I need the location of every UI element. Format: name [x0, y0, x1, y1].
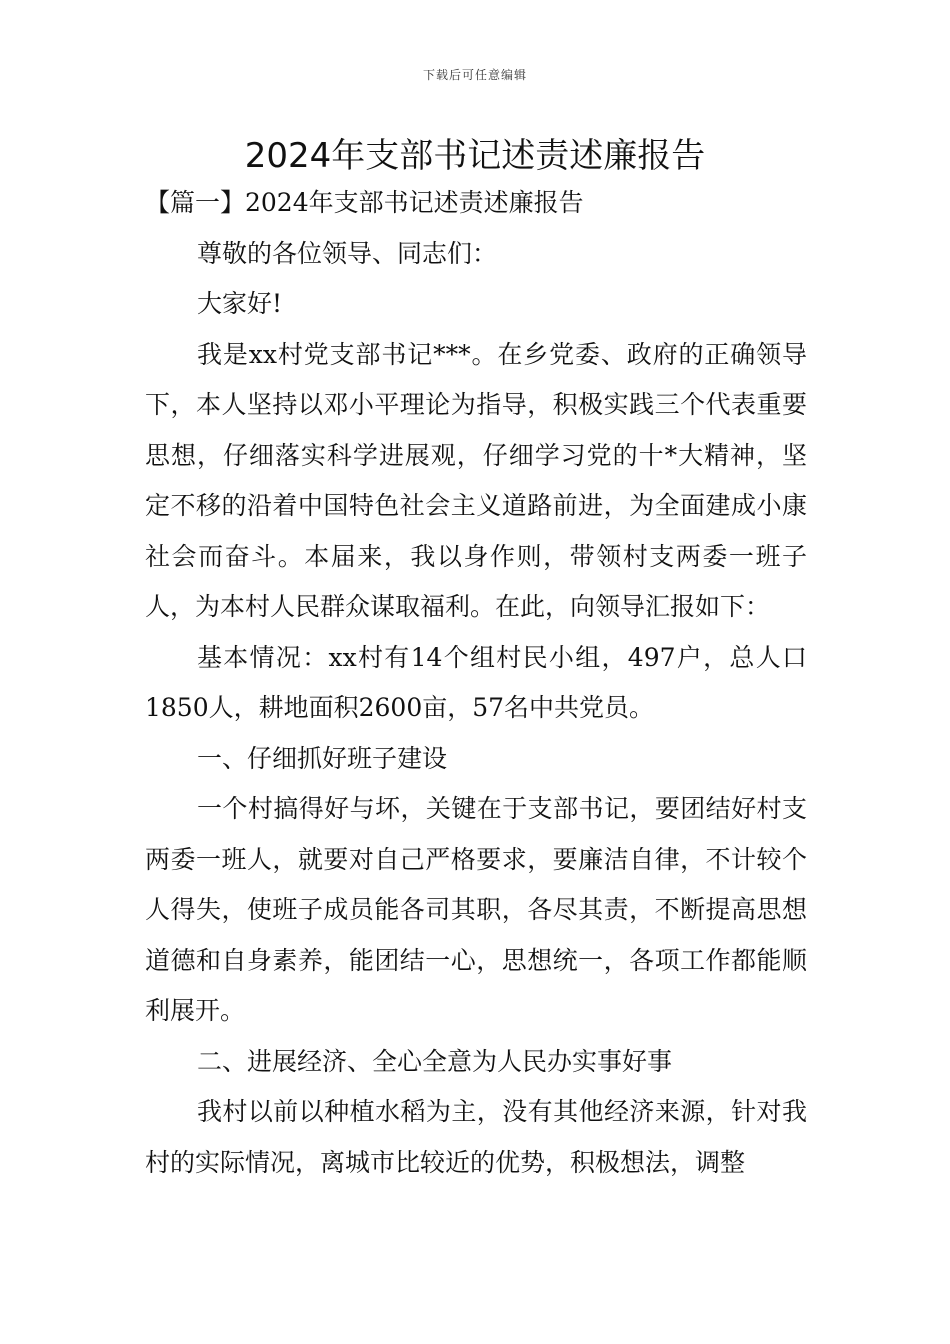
body-paragraph: 一个村搞得好与坏，关键在于支部书记，要团结好村支两委一班人，就要对自己严格要求，要廉洁自律，不计较个人得失，使班子成员能各司其职，各尽其责，不断提高思想道德和自身素养，能团结一心，思想统一，各项工作都能顺利展开。: [145, 794, 807, 1025]
header-note: 下载后可任意编辑: [422, 68, 527, 82]
subsection-heading: 一、仔细抓好班子建设: [197, 743, 448, 773]
salutation: 尊敬的各位领导、同志们：: [197, 238, 498, 268]
body-paragraph: 基本情况：xx村有14个组村民小组，497户，总人口1850人，耕地面积2600亩，57名中共党员。: [145, 642, 807, 722]
section-heading: 【篇一】2024年支部书记述责述廉报告: [145, 188, 584, 217]
body-paragraph: 我村以前以种植水稻为主，没有其他经济来源，针对我村的实际情况，离城市比较近的优势，积极想法，调整: [145, 1097, 807, 1177]
document-title: 2024年支部书记述责述廉报告: [244, 136, 706, 176]
greeting: 大家好!: [197, 289, 283, 318]
body-paragraph: 我是xx村党支部书记***。在乡党委、政府的正确领导下，本人坚持以邓小平理论为指导，积极实践三个代表重要思想，仔细落实科学进展观，仔细学习党的十*大精神，坚定不移的沿着中国特色社会主义道路前进，为全面建成小康社会而奋斗。本届来，我以身作则，带领村支两委一班子人，为本村人民群众谋取福利。在此，向领导汇报如下：: [145, 339, 807, 621]
document-body: [145, 178, 807, 1188]
subsection-heading: 二、进展经济、全心全意为人民办实事好事: [197, 1046, 673, 1076]
